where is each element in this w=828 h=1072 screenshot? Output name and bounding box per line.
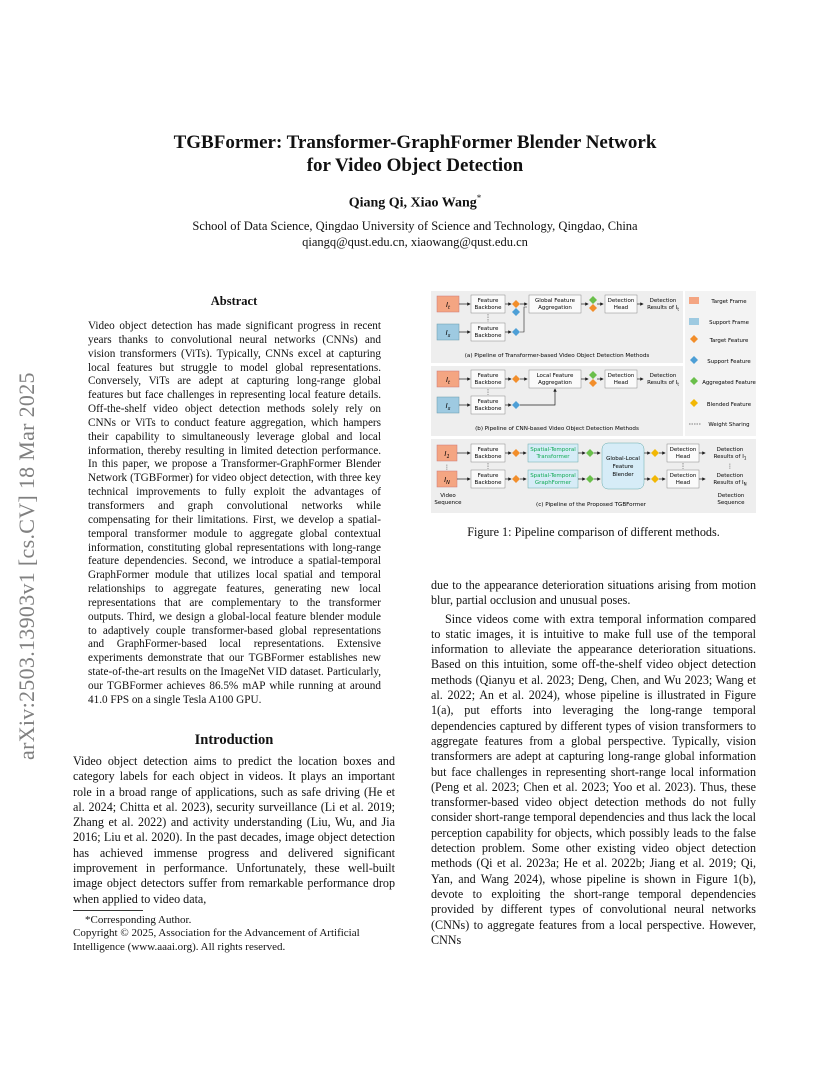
- svg-text:Backbone: Backbone: [474, 305, 502, 311]
- frame-label-b-support: $I_s$: [445, 402, 451, 412]
- svg-text:Head: Head: [675, 454, 691, 460]
- svg-text:Backbone: Backbone: [474, 406, 502, 412]
- panel-a-label: (a) Pipeline of Transformer-based Video Object Detection Methods: [464, 353, 650, 359]
- legend-target-frame-swatch: [689, 297, 699, 304]
- svg-text:Blender: Blender: [612, 472, 634, 478]
- svg-text:Spatial-Temporal: Spatial-Temporal: [530, 447, 576, 453]
- svg-text:Results of IN: Results of $I_N$: [713, 480, 747, 487]
- svg-text:GraphFormer: GraphFormer: [534, 480, 572, 486]
- figure-1: [431, 291, 756, 513]
- legend-support-feature: Support Feature: [707, 359, 751, 365]
- affiliation: School of Data Science, Qingdao University of Science and Technology, Qingdao, China: [192, 219, 638, 233]
- title-line-1: TGBFormer: Transformer-GraphFormer Blender Network: [173, 132, 657, 153]
- frame-label-c-first: $I_1$: [444, 450, 450, 460]
- right-paragraph-1: due to the appearance deterioration situations arising from motion blur, partial occlusion and unusual poses.: [431, 578, 756, 608]
- svg-text:Backbone: Backbone: [474, 333, 502, 339]
- svg-text:Detection: Detection: [649, 373, 677, 379]
- legend-target-feature: Target Feature: [709, 338, 749, 344]
- svg-text:Aggregation: Aggregation: [538, 380, 572, 386]
- svg-text:Feature: Feature: [477, 447, 499, 453]
- corresponding-mark: *: [476, 193, 482, 203]
- svg-text:Results of It: Results of $I_t$: [647, 380, 679, 387]
- panel-b-label: (b) Pipeline of CNN-based Video Object Detection Methods: [475, 426, 639, 432]
- svg-text:⋮: ⋮: [444, 464, 450, 471]
- svg-text:Detection: Detection: [669, 473, 697, 479]
- svg-text:Global Feature: Global Feature: [534, 298, 576, 304]
- footnote-rule: [73, 910, 143, 911]
- svg-text:Head: Head: [613, 380, 629, 386]
- arxiv-identifier: arXiv:2503.13903v1 [cs.CV] 18 Mar 2025: [14, 372, 39, 760]
- svg-text:Feature: Feature: [477, 473, 499, 479]
- svg-text:Detection: Detection: [717, 493, 745, 499]
- svg-text:Detection: Detection: [716, 473, 744, 479]
- svg-text:Results of It: Results of $I_t$: [647, 305, 679, 312]
- author-names: Qiang Qi, Xiao Wang: [348, 195, 477, 211]
- figure-caption: Figure 1: Pipeline comparison of different methods.: [467, 525, 720, 539]
- right-column-text: [431, 578, 756, 948]
- svg-text:Results of I1: Results of $I_1$: [713, 454, 747, 461]
- svg-text:Feature: Feature: [477, 326, 499, 332]
- svg-text:Feature: Feature: [477, 399, 499, 405]
- legend-blended-feature: Blended Feature: [706, 402, 752, 408]
- svg-text:Detection: Detection: [716, 447, 744, 453]
- svg-text:Detection: Detection: [607, 373, 635, 379]
- svg-text:Transformer: Transformer: [536, 454, 570, 460]
- paper-title: [90, 131, 740, 177]
- footnote-copyright: Copyright © 2025, Association for the Advancement of Artificial Intelligence (www.aaai.org). All rights reserved.: [73, 927, 360, 953]
- svg-text:Detection: Detection: [649, 298, 677, 304]
- footnote-corresponding: *Corresponding Author.: [85, 914, 192, 926]
- frame-label-a-support: $I_s$: [445, 329, 451, 339]
- frame-label-c-last: $I_N$: [444, 476, 450, 486]
- svg-text:Detection: Detection: [607, 298, 635, 304]
- author-list: [90, 193, 740, 212]
- frame-label-a-target: $I_t$: [445, 301, 451, 311]
- svg-text:Spatial-Temporal: Spatial-Temporal: [530, 473, 576, 479]
- svg-text:Head: Head: [675, 480, 691, 486]
- svg-text:Aggregation: Aggregation: [538, 305, 572, 311]
- svg-text:Backbone: Backbone: [474, 380, 502, 386]
- legend-target-frame: Target Frame: [711, 299, 747, 305]
- introduction-text: Video object detection aims to predict the location boxes and category labels for each object in videos. It plays an important role in a broad range of applications, such as safe driving (He et al. 2024; Chitta et al. 2023), security surveillance (Li et al. 2019; Zhang et al. 2022) and activity understanding (Liu, Wu, and Jia 2016; Liu et al. 2020). In the past decades, image object detection has achieved immense progress and delivered significant improvement in performance. Unfortunately, these well-built image object detectors suffer from remarkable performance drop when applied to video data,: [73, 754, 395, 906]
- author-emails: qiangq@qust.edu.cn, xiaowang@qust.edu.cn: [302, 235, 528, 249]
- backbone-label-a1: Feature: [477, 298, 499, 304]
- svg-text:Feature: Feature: [477, 373, 499, 379]
- abstract-heading: Abstract: [210, 294, 258, 308]
- svg-text:Sequence: Sequence: [434, 500, 462, 506]
- abstract-text: Video object detection has made significant progress in recent years thanks to convolutional neural networks (CNNs) and vision transformers (ViTs). Typically, CNNs excel at capturing local features but struggle to model global representations. Conversely, ViTs are adept at capturing long-range global features but face challenges in representing local feature details. Off-the-shelf video object detection methods solely rely on CNNs or ViTs to conduct feature aggregation, which hampers their capability to simultaneously leverage global and local information, thereby resulting in limited detection performance. In this paper, we propose a Transformer-GraphFormer Blender Network (TGBFormer) for video object detection, with three key technical improvements to fully exploit the advantages of transformers and graph convolutional networks while compensating for their limitations. First, we develop a spatial-temporal transformer module to aggregate global contextual information, constituting global representations with long-range feature dependencies. Second, we introduce a spatial-temporal GraphFormer module that utilizes local spatial and temporal relationships to aggregate features, generating new local representations that are complementary to the transformer outputs. Third, we design a global-local feature blender module to adaptively couple transformer-based global representations and GraphFormer-based local representations. Extensive experiments demonstrate that our TGBFormer establishes new state-of-the-art results on the ImageNet VID dataset. Particularly, our TGBFormer achieves 86.5% mAP while running at around 41.0 FPS on a single Tesla A100 GPU.: [88, 320, 381, 706]
- pipeline-diagram: [431, 291, 756, 513]
- right-paragraph-2: Since videos come with extra temporal information compared to static images, it is intuitive to make full use of the temporal information to alleviate the appearance deterioration situations. Based on this intuition, some off-the-shelf video object detection methods (Qianyu et al. 2023; Deng, Chen, and Wu 2023; Wang et al. 2022; An et al. 2024), whose pipeline is illustrated in Figure 1(a), put efforts into leveraging the long-range temporal dependencies captured by different types of vision transformers to aggregate features from a global perspective. Typically, vision transformers are adept at capturing long-range global information but face challenges in representing short-range local information (Peng et al. 2023; Chen et al. 2023; Yoo et al. 2023). Thus, these transformer-based video object detection methods do not fully consider short-range temporal dependencies and thus lack the local perception capability for objects, which possibly leads to the false detection problem. Some other existing video object detection methods (Qi et al. 2023a; He et al. 2022b; Jiang et al. 2019; Qi, Yan, and Wang 2024), whose pipeline is shown in Figure 1(b), devote to exploiting the short-range temporal dependencies provided by different types of convolutional neural networks (CNNs) to aggregate features from a local perspective. However, CNNs: [431, 611, 756, 947]
- legend-weight-sharing: Weight Sharing: [708, 422, 750, 428]
- legend-aggregated-feature: Aggregated Feature: [702, 380, 756, 386]
- svg-text:Sequence: Sequence: [717, 500, 745, 506]
- legend-support-frame-swatch: [689, 318, 699, 325]
- panel-c-label: (c) Pipeline of the Proposed TGBFormer: [536, 502, 646, 508]
- footnote: [73, 914, 395, 954]
- title-line-2: for Video Object Detection: [306, 155, 524, 176]
- svg-text:Detection: Detection: [669, 447, 697, 453]
- svg-text:⋮: ⋮: [727, 463, 733, 470]
- introduction-heading: Introduction: [194, 732, 274, 748]
- legend-support-frame: Support Frame: [709, 320, 749, 326]
- svg-text:Feature: Feature: [612, 464, 634, 470]
- svg-text:Local Feature: Local Feature: [536, 373, 574, 379]
- svg-text:Backbone: Backbone: [474, 480, 502, 486]
- svg-text:Video: Video: [440, 493, 456, 499]
- frame-label-b-target: $I_t$: [445, 376, 451, 386]
- svg-text:Global-Local: Global-Local: [606, 456, 640, 462]
- svg-text:Backbone: Backbone: [474, 454, 502, 460]
- svg-text:Head: Head: [613, 305, 629, 311]
- affiliation-block: [90, 218, 740, 250]
